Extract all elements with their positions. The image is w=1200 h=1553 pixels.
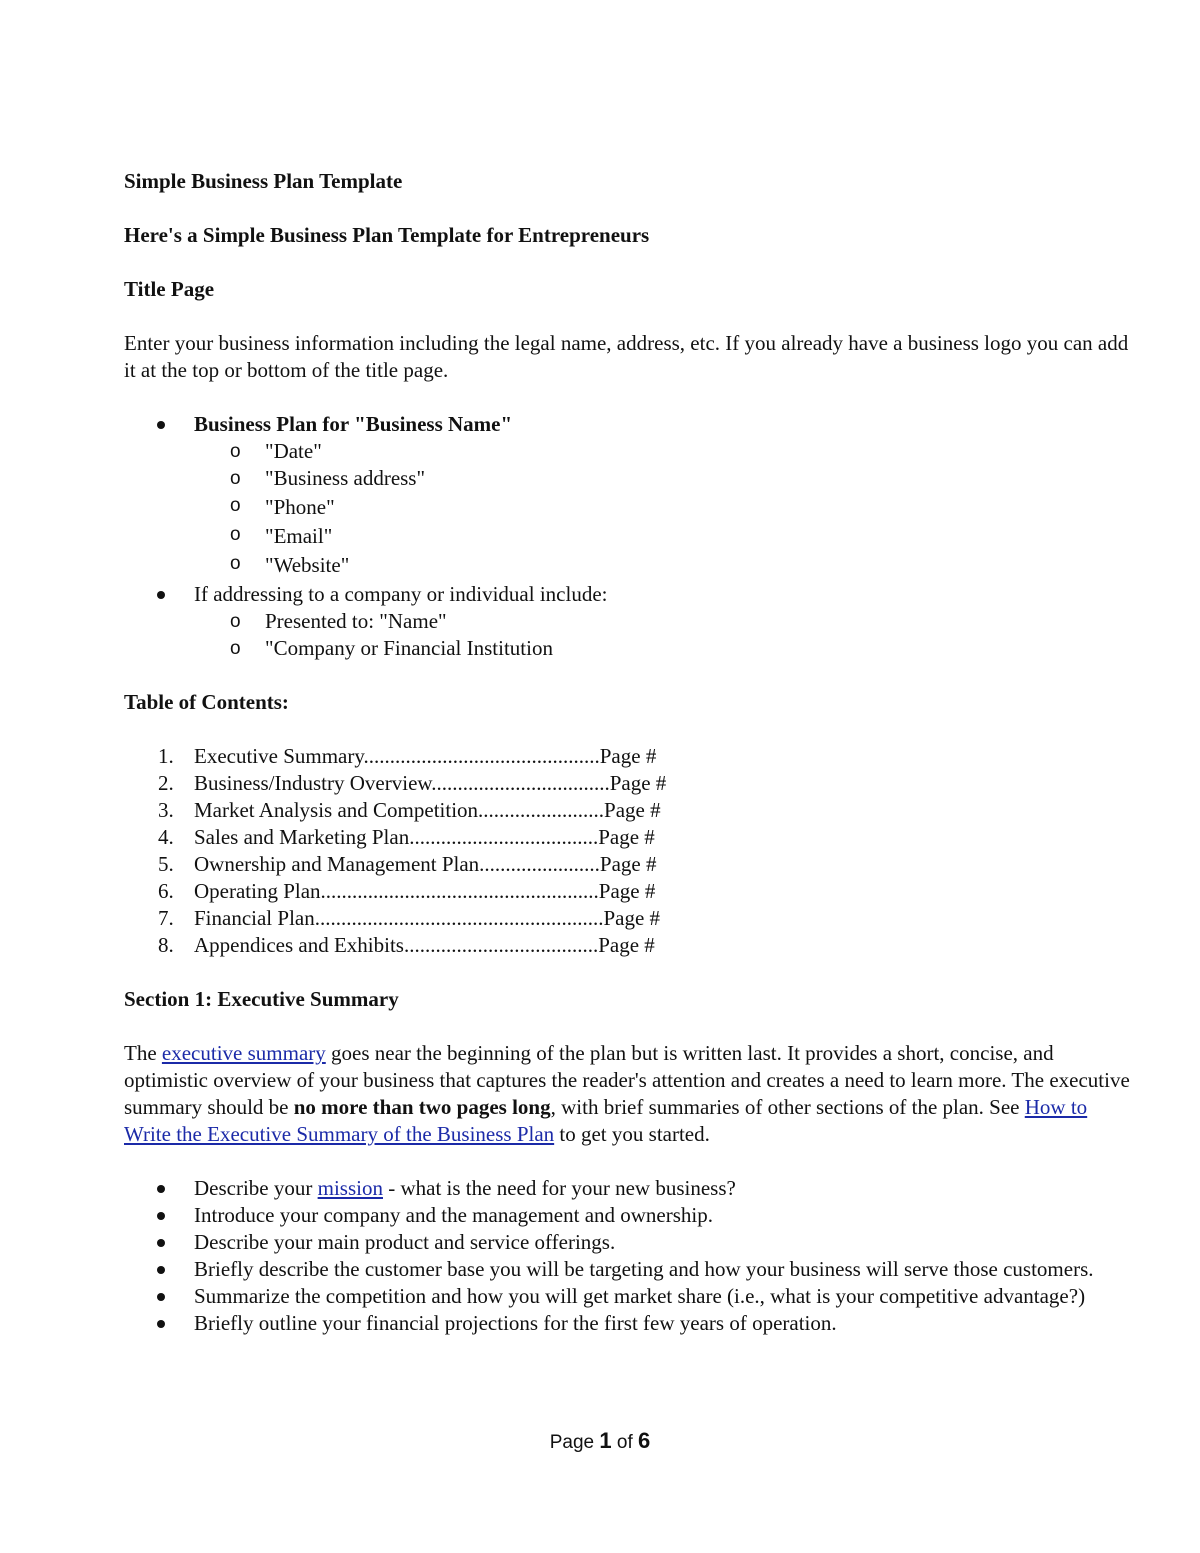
title-page-text: Enter your business information including the legal name, address, etc. If you already have a business logo you can add it at the top or bottom of the title page. (124, 331, 1129, 382)
sub-list-item: o "Company or Financial Institution (230, 636, 553, 660)
bullet-icon (157, 1266, 165, 1274)
circle-bullet-icon: o (230, 441, 241, 462)
bullet-icon (157, 591, 165, 599)
total-pages-number: 6 (638, 1428, 651, 1453)
list-item: Introduce your company and the management and ownership. (124, 1202, 1134, 1229)
sub-list-item: o Presented to: "Name" (230, 609, 447, 633)
table-of-contents (124, 743, 1134, 959)
how-to-write-executive-summary-link[interactable]: How to Write the Executive Summary of the Business Plan (124, 1095, 1088, 1146)
two-pages-emphasis: no more than two pages long (293, 1095, 551, 1119)
list-item: Briefly describe the customer base you will be targeting and how your business will serve those customers. (124, 1256, 1134, 1283)
toc-item: 6. Operating Plan.....................................................Page # (158, 879, 656, 903)
business-plan-for-label: Business Plan for "Business Name" (194, 412, 513, 436)
list-item (124, 579, 1134, 662)
document-subtitle: Here's a Simple Business Plan Template for Entrepreneurs (124, 223, 650, 247)
circle-bullet-icon: o (230, 524, 241, 545)
of-word: of (616, 1432, 633, 1453)
circle-bullet-icon: o (230, 468, 241, 489)
toc-item: 1. Executive Summary.............................................Page # (158, 744, 657, 768)
bullet-icon (157, 1185, 165, 1193)
toc-item: 2. Business/Industry Overview..................................Page # (158, 771, 667, 795)
sub-list-item: o "Website" (124, 550, 1134, 579)
executive-summary-paragraph: The executive summary goes near the beginning of the plan but is written last. It provides a short, concise, and optimistic overview of your business that captures the reader's attention and creates a need to learn more. The executive summary should be no more than two pages long, with brief summaries of other sections of the plan. See How to Write the Executive Summary of the Business Plan to get you started. (124, 1041, 1130, 1146)
circle-bullet-icon: o (230, 495, 241, 516)
mission-link[interactable]: mission (317, 1176, 383, 1200)
toc-item: 4. Sales and Marketing Plan....................................Page # (158, 825, 655, 849)
sub-list-item: o "Email" (124, 521, 1134, 550)
toc-item: 5. Ownership and Management Plan.......................Page # (158, 852, 657, 876)
sub-list-item: o "Business address" (230, 466, 426, 490)
current-page-number: 1 (599, 1428, 612, 1453)
document-page (124, 168, 1134, 1337)
circle-bullet-icon: o (230, 611, 241, 632)
toc-heading: Table of Contents: (124, 690, 289, 714)
bullet-icon (157, 1239, 165, 1247)
sub-list-item: o "Date" (230, 439, 322, 463)
list-item: Summarize the competition and how you will get market share (i.e., what is your competitive advantage?) (124, 1283, 1134, 1310)
circle-bullet-icon: o (230, 638, 241, 659)
title-page-heading: Title Page (124, 277, 215, 301)
section-1-heading: Section 1: Executive Summary (124, 987, 399, 1011)
toc-item: 7. Financial Plan.......................................................Page # (158, 906, 661, 930)
executive-summary-link[interactable]: executive summary (161, 1041, 326, 1065)
title-page-bullets (124, 411, 1134, 662)
bullet-icon (157, 421, 165, 429)
sub-list (124, 608, 1134, 662)
page-footer (0, 1428, 1200, 1454)
executive-summary-bullets (124, 1175, 1134, 1337)
circle-bullet-icon: o (230, 553, 241, 574)
document-title: Simple Business Plan Template (124, 169, 403, 193)
list-item: Describe your mission - what is the need for your new business? (124, 1175, 1134, 1202)
sub-list (124, 438, 1134, 579)
bullet-icon (157, 1293, 165, 1301)
list-item (124, 411, 1134, 579)
list-item: Briefly outline your financial projections for the first few years of operation. (124, 1310, 1134, 1337)
page-word: Page (549, 1432, 595, 1453)
addressing-label: If addressing to a company or individual include: (194, 582, 608, 606)
toc-item: 3. Market Analysis and Competition........................Page # (158, 798, 661, 822)
bullet-icon (157, 1212, 165, 1220)
toc-item: 8. Appendices and Exhibits.....................................Page # (158, 933, 655, 957)
sub-list-item: o "Phone" (124, 492, 1134, 521)
list-item: Describe your main product and service offerings. (124, 1229, 1134, 1256)
bullet-icon (157, 1320, 165, 1328)
